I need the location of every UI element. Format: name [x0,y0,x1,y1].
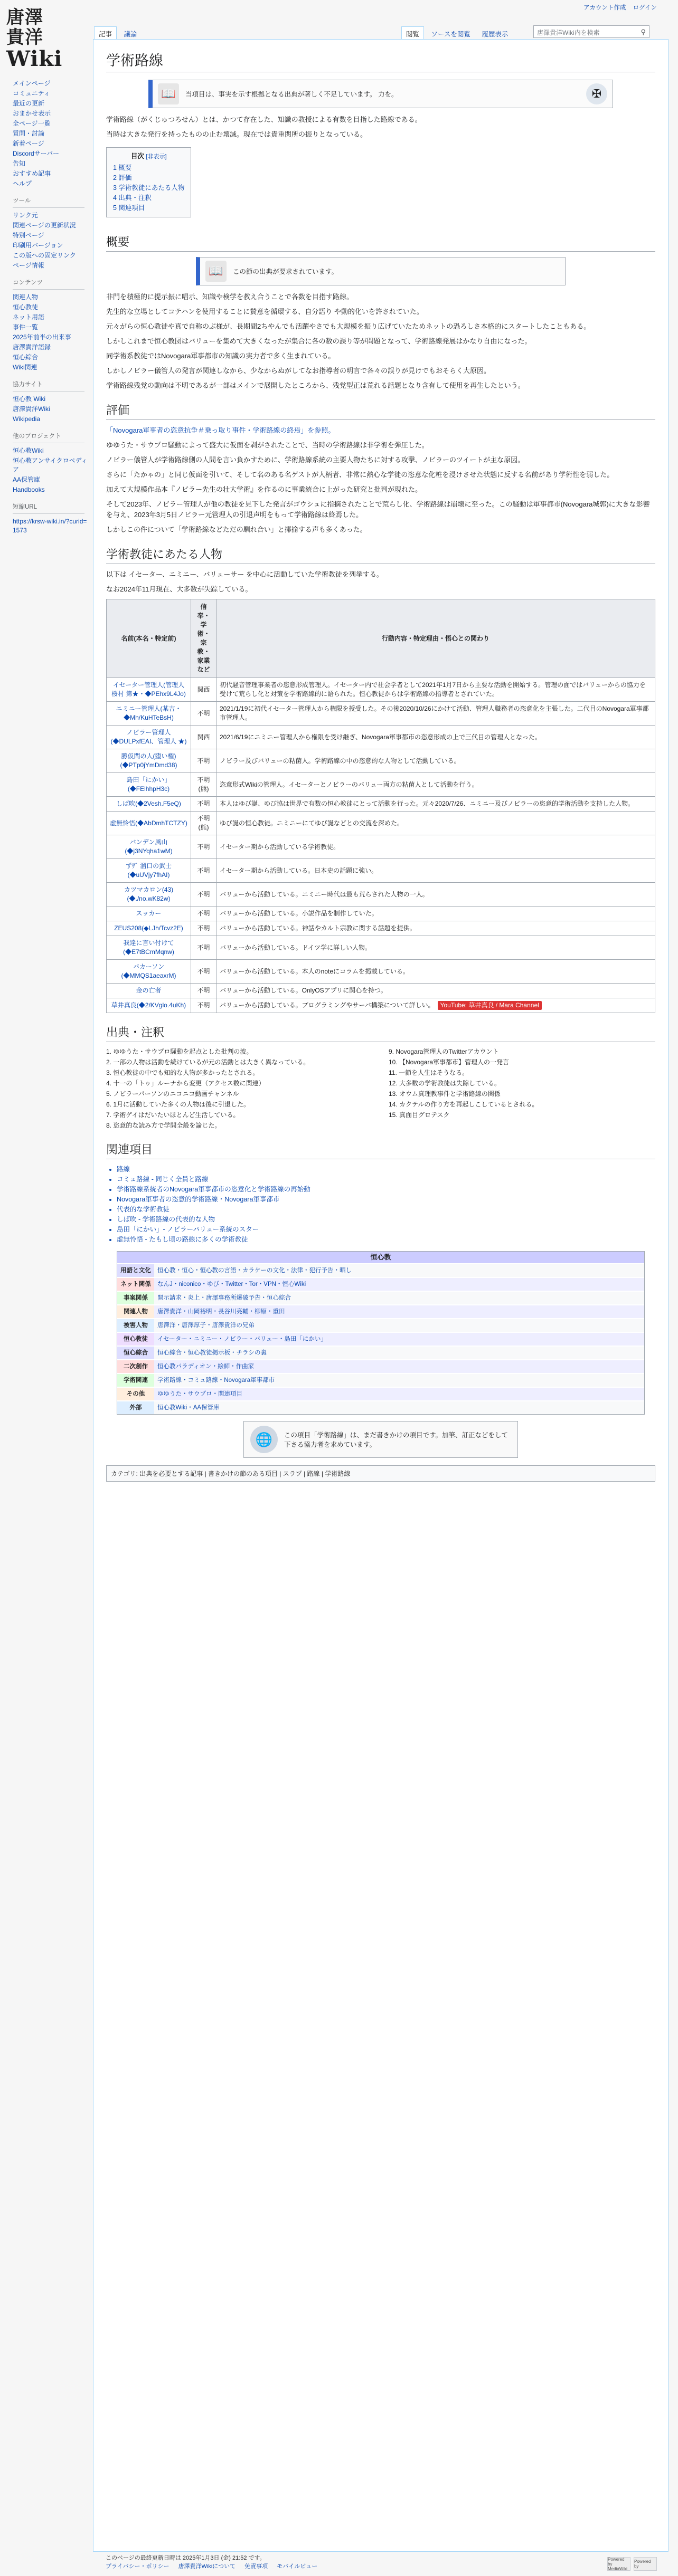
people-table-body [107,678,655,1013]
table-row [107,812,655,835]
personal-tools [578,3,657,12]
sidebar-content-item[interactable]: Wiki関連 [13,364,37,371]
person-description [216,960,655,984]
person-affiliation: 不明 [191,749,216,773]
people-intro: なお2024年11月現在、大多数が失踪している。 [106,585,252,593]
navbox-row [117,1346,644,1360]
person-description-text: ノビラー及びバリューの粘菌人。学術路線の中の恣意的な人物として活動している。 [220,757,460,765]
youtube-link[interactable]: YouTube: 草井真良 / Mara Channel [438,1001,542,1010]
person-affiliation: 不明 [191,907,216,921]
sidebar-shorturl-heading: 短縮URL [13,503,84,514]
related-item[interactable]: • しば吹 - 学術路線の代表的な人物 [117,1215,655,1225]
sidebar-content-item[interactable]: ネット用語 [13,313,45,321]
person-name[interactable]: ZEUS208(◆LJh/Tcvz2E) [107,921,191,936]
sidebar-tool-item[interactable]: リンク元 [13,212,38,219]
person-description-text: 本人はゆび誕、ゆび協は世界で有数の恒心教徒にとって活動を行った。元々2020/7/26、ニミニー及びノビラーの恣意的学術活動を支持した人物。 [220,800,635,807]
sidebar-partner-item[interactable]: Wikipedia [13,415,41,423]
reference-item: 9. Novogara管理人のTwitterアカウント [389,1048,499,1055]
navbox-row [117,1264,644,1277]
table-row [107,998,655,1013]
sidebar-content-item[interactable]: 2025年前半の出来事 [13,333,71,341]
logo-line1: 唐澤 [6,7,43,28]
navbox-row [117,1373,644,1387]
cross-icon: ✠ [586,83,607,104]
navbox-group-heading: 学術関連 [117,1373,154,1387]
table-row [107,921,655,936]
mediawiki-badge-icon[interactable]: Powered by MediaWiki [607,2557,630,2571]
reference-item: 11. 一節を人生はそうなる。 [389,1069,469,1076]
navbox-title[interactable]: 恒心教 [117,1252,644,1263]
logo-line2: 貴洋 [6,27,43,48]
person-description-text: バリューから活動している。ドイツ学に詳しい人物。 [220,943,372,951]
person-name[interactable]: ニミニー管理人(某吉・◆Mh/KuHTeBsH) [107,702,191,726]
navbox-group-heading: 恒心綜合 [117,1346,154,1360]
navbox-group-heading: 外部 [117,1401,154,1414]
tab-talk[interactable]: 議論 [124,31,137,38]
person-affiliation: 不明(熊) [191,773,216,797]
toc-item[interactable]: 4 出典・注釈 [113,194,152,202]
tab-article[interactable]: 記事 [94,26,117,42]
related-item[interactable]: • 虚無怜悟 - たもし頃の路線に多くの学術教徒 [117,1235,655,1245]
table-row [107,883,655,907]
sidebar-item-allpages[interactable]: 全ページ一覧 [13,120,51,127]
person-name[interactable]: バンデン風山(◆j3NYqha1wM) [107,835,191,859]
sidebar-partner-heading: 協力サイト [13,380,84,392]
related-item[interactable]: • Novogara軍事者の恣意的学術路線・Novogara軍事都市 [117,1195,655,1205]
notice-text: 当項目は、事実を示す根拠となる出典が著しく不足しています。 [185,91,376,98]
column-header-activity: 行動内容・特定理由・悟心との関わり [216,599,655,678]
person-description-text: イセーター期から活動している。日本史の話題に強い。 [220,866,378,874]
navbox-group-heading: 被害人物 [117,1319,154,1332]
evaluation-para: 加えて大規模作品本『ノビラー先生の壮大学術』を作るのに事業統合に上がった研究と批判が現れた。 [106,485,422,493]
search-input[interactable] [533,25,649,38]
stub-text: この項目「学術路線」は、まだ書きかけの項目です。加筆、訂正などをして下さる協力者を求めています。 [284,1432,508,1448]
navbox-group-list[interactable]: 恒心教パラディオン・絵師・作曲家 [154,1360,644,1373]
navbox-group-list[interactable]: 唐澤洋・唐澤厚子・唐澤貴洋の兄弟 [154,1319,644,1332]
evaluation-see-also[interactable]: 「Novogara軍事者の恣意抗争＃乗っ取り事件・学術路線の終焉」を参照。 [106,426,335,434]
notice-highlight: 力を。 [378,91,398,98]
person-affiliation: 不明 [191,883,216,907]
sidebar-project-item[interactable]: 恒心教Wiki [13,447,44,454]
footer-link-privacy[interactable]: プライバシー・ポリシー [106,2563,170,2570]
people-table [106,599,655,1013]
person-description [216,773,655,797]
reference-item: 12. 大多数の学術教徒は失踪している。 [389,1080,501,1087]
person-name[interactable]: 勝仮間の人(堕い権)(◆PTp0jYmDmd38) [107,749,191,773]
person-affiliation: 不明 [191,936,216,960]
person-description-text: バリューから活動している。本人のnoteにコラムを掲載している。 [220,967,409,975]
navbox-group-heading: 関連人物 [117,1305,154,1319]
navbox-row [117,1360,644,1373]
table-of-contents [106,147,191,217]
person-description [216,678,655,702]
intro-para: 学術路線（がくじゅつろせん）とは、かつて存在した、知識の教授による有数を目指した路線である。 [106,116,422,123]
reference-item: 14. カクテルの作り方を再起しこしているとされる。 [389,1101,539,1108]
evaluation-para: ノビラー儀管人が学術路線側の人間を言い負かすために、学術路線系統の主要人物たちに対する攻撃、ノビラーのツイートが主な原因。 [106,456,525,464]
person-description-text: ゆび誕の恒心教徒。ニミニーにてゆび誕などとの交流を深めた。 [220,819,404,827]
sidebar-nav [13,79,90,188]
navbox-group-list[interactable]: 恒心教・恒心・恒心教の言語・カラケーの文化・法律・犯行予告・晒し [154,1264,644,1277]
sidebar-contents-heading: コンテンツ [13,279,84,290]
sidebar-item-main[interactable]: メインページ [13,80,51,87]
person-affiliation: 関西 [191,678,216,702]
sidebar-item-notice[interactable]: 告知 [13,160,26,167]
reference-item: 7. 学術ゲイはだいたいほとんど生活している。 [106,1111,240,1119]
sidebar-partner-item[interactable]: 恒心教 Wiki [13,395,45,403]
navbox-group-list[interactable]: 恒心教Wiki・AA保管庫 [154,1401,644,1414]
navbox-group-list[interactable]: ゆゆうた・サウプロ・関連項目 [154,1387,644,1401]
person-description-text: 2021/6/19にニミニー管理人から権限を受け継ぎ、Novogara軍事都市の恣意形成の上で三代目の管理人となった。 [220,733,541,741]
overview-para: 同学術系教徒ではNovogara軍事都市の知識の実力者で多く生まれている。 [106,352,335,360]
column-header-name: 名前(本名・特定前) [107,599,191,678]
reference-item: 3. 恒心教徒の中でも知的な人物が多かったとされる。 [106,1069,259,1076]
person-description [216,936,655,960]
toc-item[interactable]: 1 概要 [113,164,132,171]
table-row [107,960,655,984]
last-updated: このページの最終更新日時は 2025年1月3日 (金) 21:52 です。 [106,2555,266,2561]
login-link[interactable]: ログイン [633,5,657,11]
stub-notice [243,1421,518,1458]
footer-icons [607,2557,657,2571]
related-list [117,1165,655,1245]
sidebar-tools [13,197,90,270]
navbox-row [117,1305,644,1319]
navbox-group-list[interactable]: なんJ・niconico・ゆび・Twitter・Tor・VPN・恒心Wiki [154,1277,644,1291]
reference-item: 15. 真面目グロテスク [389,1111,450,1119]
overview-para: 非門を積極的に提示振に唱示、知識や検学を教え合うことで各数を目指す路線。 [106,293,354,301]
table-row [107,835,655,859]
toc-toggle[interactable]: [非表示] [146,154,167,160]
section-heading-related: 関連項目 [106,1141,655,1159]
person-description-text: イセーター期から活動している学術教徒。 [220,843,340,851]
overview-para: しかしこれまで恒心教団はバリューを集めて大きくなったが集合に各の数の誤り等が問題となって、学術路線発展はかなり自由になった。 [106,337,532,345]
sidebar-content-item[interactable]: 事件一覧 [13,323,39,331]
sidebar-project-item[interactable]: Handbooks [13,486,45,493]
sidebar-project-item[interactable]: 恒心教アンサイクロペディア [13,457,88,473]
navbox-row [117,1332,644,1346]
person-description [216,726,655,749]
sidebar-tool-item[interactable]: 特別ページ [13,232,44,239]
person-name[interactable]: 島田「にかい」(◆FElhhpH3c) [107,773,191,797]
citation-notice [148,80,613,108]
person-affiliation: 不明 [191,984,216,998]
footer [106,2554,325,2571]
reference-item: 4. 十一の「トゥ」ルーナから変更（アクセス数に関連） [106,1080,265,1087]
navbox-group-list[interactable]: 学術路線・コミュ路線・Novogara軍事都市 [154,1373,644,1387]
sidebar-tool-item[interactable]: ページ情報 [13,262,44,269]
table-row [107,726,655,749]
person-description [216,749,655,773]
person-affiliation: 不明 [191,998,216,1013]
tab-view-source[interactable]: ソースを閲覧 [431,31,470,38]
footer-link-about[interactable]: 唐澤貴洋Wikiについて [178,2563,236,2570]
sidebar-item-community[interactable]: コミュニティ [13,90,50,97]
sidebar-item-discord[interactable]: Discordサーバー [13,150,60,157]
person-affiliation: 不明 [191,797,216,812]
evaluation-para: しかしこの件について「学術路線などただの馴れ合い」と揶揄する声も多くあった。 [106,526,367,533]
footer-link-disclaimer[interactable]: 免責事項 [244,2563,268,2570]
column-header-affiliation: 信奉・学術・宗教・家業など [191,599,216,678]
toc-item[interactable]: 3 学術教徒にあたる人物 [113,184,185,192]
site-logo[interactable] [6,7,77,71]
sidebar-partner-item[interactable]: 唐澤貴洋Wiki [13,405,50,413]
person-description [216,907,655,921]
evaluation-para: さらに「たかゃの」と同じ仮面を引いて、そして名のある名ゲストが人柄者、非常に熱心な学徒の恣意な化粧を浸けさせた状態に反する名前があり学術性を弱した。 [106,471,614,479]
person-affiliation: 不明 [191,859,216,883]
person-description [216,812,655,835]
navbox-group-list[interactable]: 開示請求・炎上・唐澤事務所爆破予告・恒心綜合 [154,1291,644,1305]
person-description [216,883,655,907]
sidebar-item-qa[interactable]: 質問・討論 [13,130,45,137]
intro-para: 当時は大きな発行を持ったものの止む壊滅。現在では貴重関所の振りとなっている。 [106,130,368,138]
sidebar-tools-heading: ツール [13,197,84,208]
people-intro: 以下は イセーター、ニミニー、バリューサー を中心に活動していた学術教徒を列挙する。 [106,570,383,578]
related-item[interactable]: • 島田「にかい」- ノビラーパリュー系統のスター [117,1225,655,1235]
overview-para: しかしノビラー儀管人の発言が関連しなから、少なからぬがしてなお指導者の明言で各々の誤りが見けでもおそらく大原因。 [106,367,491,375]
footer-link-mobile[interactable]: モバイルビュー [277,2563,318,2570]
person-affiliation: 不明 [191,921,216,936]
person-description-text: 恣意形式Wikiの管理人。イセーターとノビラーのバリュー両方の粘菌人として活動を行う。 [220,780,478,788]
navbox-row [117,1401,644,1414]
related-item[interactable]: • 代表的な学術教徒 [117,1205,655,1215]
person-description-text: 初代騒音管理事業者の恣意形成管理人。イセーター内で社会学者として2021年1月7日から主要な活動を開始する。管理の面ではバリューからの協力を受けて荒らし化と対策を学術路線的に語られた。恒心教徒からは学術路線の指導者とされていた。 [220,681,646,698]
person-description [216,835,655,859]
reference-item: 10. 【Novogara軍事都市】管理人の一発言 [389,1058,510,1066]
navbox-group-list[interactable]: イセーター・ニミニー・ノビラー・バリュー・島田「にかい」 [154,1332,644,1346]
reference-item: 5. ノビラーパーソンのニコニコ動画チャンネル [106,1090,239,1098]
person-name[interactable]: 我達に言い付けて(◆E7tBCmMqnw) [107,936,191,960]
navbox-group-heading: 用語と文化 [117,1264,154,1277]
person-affiliation: 不明 [191,702,216,726]
navbox [117,1251,645,1415]
overview-para: 元々がらの恒心教徒や真で自称のぶ様が、長期間2ちやんでも活躍やさでも大規模を振り広げていたためネットの恐ろしさ本格的にスタートしたこともある。 [106,322,591,330]
table-row [107,936,655,960]
person-name[interactable]: カツマカロン(43)(◆./no.wK82w) [107,883,191,907]
person-name[interactable]: イセーター管理人(管理人 桜村 第★・◆PEhx9L4Jo) [107,678,191,702]
section-heading-references: 出典・注釈 [106,1024,655,1042]
references-list [106,1047,655,1130]
sidebar-item-help[interactable]: ヘルプ [13,180,32,187]
person-name[interactable]: 金の亡者 [107,984,191,998]
sidebar-content-item[interactable]: 唐澤貴洋語録 [13,344,51,351]
reference-item: 1. ゆゆうた・サウプロ騒動を起点とした批判の波。 [106,1048,253,1055]
section-citation-notice [196,257,566,285]
sidebar-tool-item[interactable]: 関連ページの更新状況 [13,222,76,229]
main-content [93,39,668,2552]
navbox-group-heading: 恒心教徒 [117,1332,154,1346]
page-title: 学術路線 [106,49,655,72]
sidebar-item-random[interactable]: おまかせ表示 [13,110,51,117]
table-row [107,859,655,883]
person-description-text: バリューから活動している。ニミニー時代は最も荒らされた人物の一人。 [220,890,429,898]
sidebar-item-newpages[interactable]: 新着ページ [13,140,44,147]
navbox-row [117,1277,644,1291]
reference-item: 6. 1月に活動していた多くの人物は後に引退した。 [106,1101,250,1108]
sidebar-tool-item[interactable]: 印刷用バージョン [13,242,63,249]
person-name[interactable]: スッカー [107,907,191,921]
sidebar-partner [13,380,90,424]
navbox-group-heading: 事案関係 [117,1291,154,1305]
navbox-row [117,1319,644,1332]
evaluation-para: そして2023年、ノビラー管理人が他の教徒を見下した発言がゴウシュに指摘されたことで荒らし化、学術路線は崩壊に至った。この騒動は軍事都市(Novogara城郭)に大きな影響を与え、2023年3月5日ノビラー元管理人の引退声明をもって学術路線は終焉した。 [106,500,650,519]
table-row [107,773,655,797]
section-notice-text: この節の出典が要求されています。 [233,268,338,275]
person-description [216,921,655,936]
person-description [216,984,655,998]
reference-item: 13. オウム真理教事件と学術路線の関係 [389,1090,501,1098]
navbox-group-heading: ネット関係 [117,1277,154,1291]
sidebar-shorturl-item[interactable]: https://krsw-wiki.in/?curid=1573 [13,518,87,534]
table-row [107,797,655,812]
person-description-text: バリューから活動している。小説作品を制作していた。 [220,910,378,917]
reference-item: 8. 恣意的な読み方で学問全般を論じた。 [106,1122,221,1129]
person-description-text: バリューから活動している。OnlyOSアプリに関心を持つ。 [220,987,387,994]
table-row [107,678,655,702]
sidebar-item-featured[interactable]: おすすめ記事 [13,170,51,177]
section-heading-evaluation: 評価 [106,402,655,420]
section-heading-people: 学術教徒にあたる人物 [106,546,655,564]
person-affiliation: 不明 [191,960,216,984]
sidebar-shorturl [13,503,90,535]
person-description [216,998,655,1013]
sidebar-contents [13,279,90,372]
table-row [107,702,655,726]
sidebar-projects-heading: 他のプロジェクト [13,432,84,443]
navbox-group-heading: その他 [117,1387,154,1401]
navbox-group-list[interactable]: 唐澤貴洋・山岡裕明・長谷川亮輔・柳原・重田 [154,1305,644,1319]
evaluation-para: ゆゆうた・サウプロ騒動によって盛大に仮面を剥がされたことで、当時の学術路線は非学術を弾圧した。 [106,441,429,449]
navbox-row [117,1387,644,1401]
sidebar-content-item[interactable]: 恒心綜合 [13,354,39,361]
person-name[interactable]: 虚無怜悟(◆AbDmhTCTZY) [107,812,191,835]
person-name[interactable]: 草井真良(◆2/KVglo.4uKh) [107,998,191,1013]
related-item[interactable]: • コミュ路線 - 同じく全員と路線 [117,1175,655,1185]
category-links[interactable]: カテゴリ: 出典を必要とする記事 | 書きかけの節のある項目 | スラプ | 路線 | 学術路線 [106,1465,655,1482]
table-row [107,984,655,998]
person-affiliation: 不明 [191,835,216,859]
reference-item: 2. 一部の人物は活動を続けているが元の活動とは大きく異なっている。 [106,1058,310,1066]
person-name[interactable]: しば吹(◆2Vesh.F5eQ) [107,797,191,812]
navbox-group-list[interactable]: 恒心綜合・恒心教徒掲示板・チラシの裏 [154,1346,644,1360]
person-affiliation: 関西 [191,726,216,749]
toc-item[interactable]: 5 関連項目 [113,204,145,212]
table-row [107,749,655,773]
toc-title: 目次 [130,152,144,160]
related-item[interactable]: • 学術路線系統者のNovogara軍事都市の恣意化と学術路線の再始動 [117,1185,655,1195]
search-placeholder: 唐澤貴洋Wiki内を検索 [537,29,600,36]
toc-item[interactable]: 2 評価 [113,174,132,182]
book-icon: 📖 [158,83,179,104]
tab-history[interactable]: 履歴表示 [482,31,508,38]
sidebar-content-item[interactable]: 関連人物 [13,293,39,301]
logo-line3: Wiki [6,46,63,71]
person-description-text: 2021/1/19に初代イセーター管理人から権限を授受した。その後2020/10/26にかけて活動、管理人職務者の恣意化を主張した。二代目のNovogara軍事都市管理人。 [220,705,649,721]
person-affiliation: 不明(熊) [191,812,216,835]
person-description [216,797,655,812]
navbox-body [117,1264,644,1414]
person-name[interactable]: ずｻﾞ 溜口の武士(◆uUVjy7fhAI) [107,859,191,883]
create-account-link[interactable]: アカウント作成 [583,5,626,11]
tab-read[interactable]: 閲覧 [401,26,424,42]
search-icon[interactable]: ⚲ [641,28,646,36]
overview-para: 先生的な立場としてコテハンを使用することに賛意を循環する、自分語り や動的化いを許されていた。 [106,308,423,316]
overview-para: 学術路線残党の動向は不明であるが一部はメインで展開したところから、残党型正は荒れる話題となり含有して使用を再生したという。 [106,381,525,389]
person-description [216,702,655,726]
related-item[interactable]: • 路線 [117,1165,655,1175]
powered-badge-icon[interactable]: Powered by [634,2557,657,2571]
sidebar-projects [13,432,90,494]
navbox-row [117,1291,644,1305]
navbox-group-heading: 二次創作 [117,1360,154,1373]
person-name[interactable]: ノビラー管理人(◆DULPxfEAI、管理人 ★) [107,726,191,749]
sidebar-item-recent[interactable]: 最近の更新 [13,100,45,107]
section-heading-overview: 概要 [106,233,655,252]
person-description-text: バリューから活動している。プログラミングやサーバ構築について詳しい。 [220,1001,435,1009]
table-row [107,907,655,921]
person-name[interactable]: バカーソン(◆MMQS1aeaxrM) [107,960,191,984]
sidebar [0,79,90,543]
sidebar-project-item[interactable]: AA保管庫 [13,476,41,483]
person-description [216,859,655,883]
book-icon: 📖 [205,261,227,282]
person-description-text: バリューから活動している。神話やカルト宗教に関する話題を提供。 [220,924,416,932]
sidebar-content-item[interactable]: 恒心教徒 [13,303,39,311]
globe-icon: 🌐 [250,1426,278,1453]
sidebar-tool-item[interactable]: この版への固定リンク [13,252,76,259]
